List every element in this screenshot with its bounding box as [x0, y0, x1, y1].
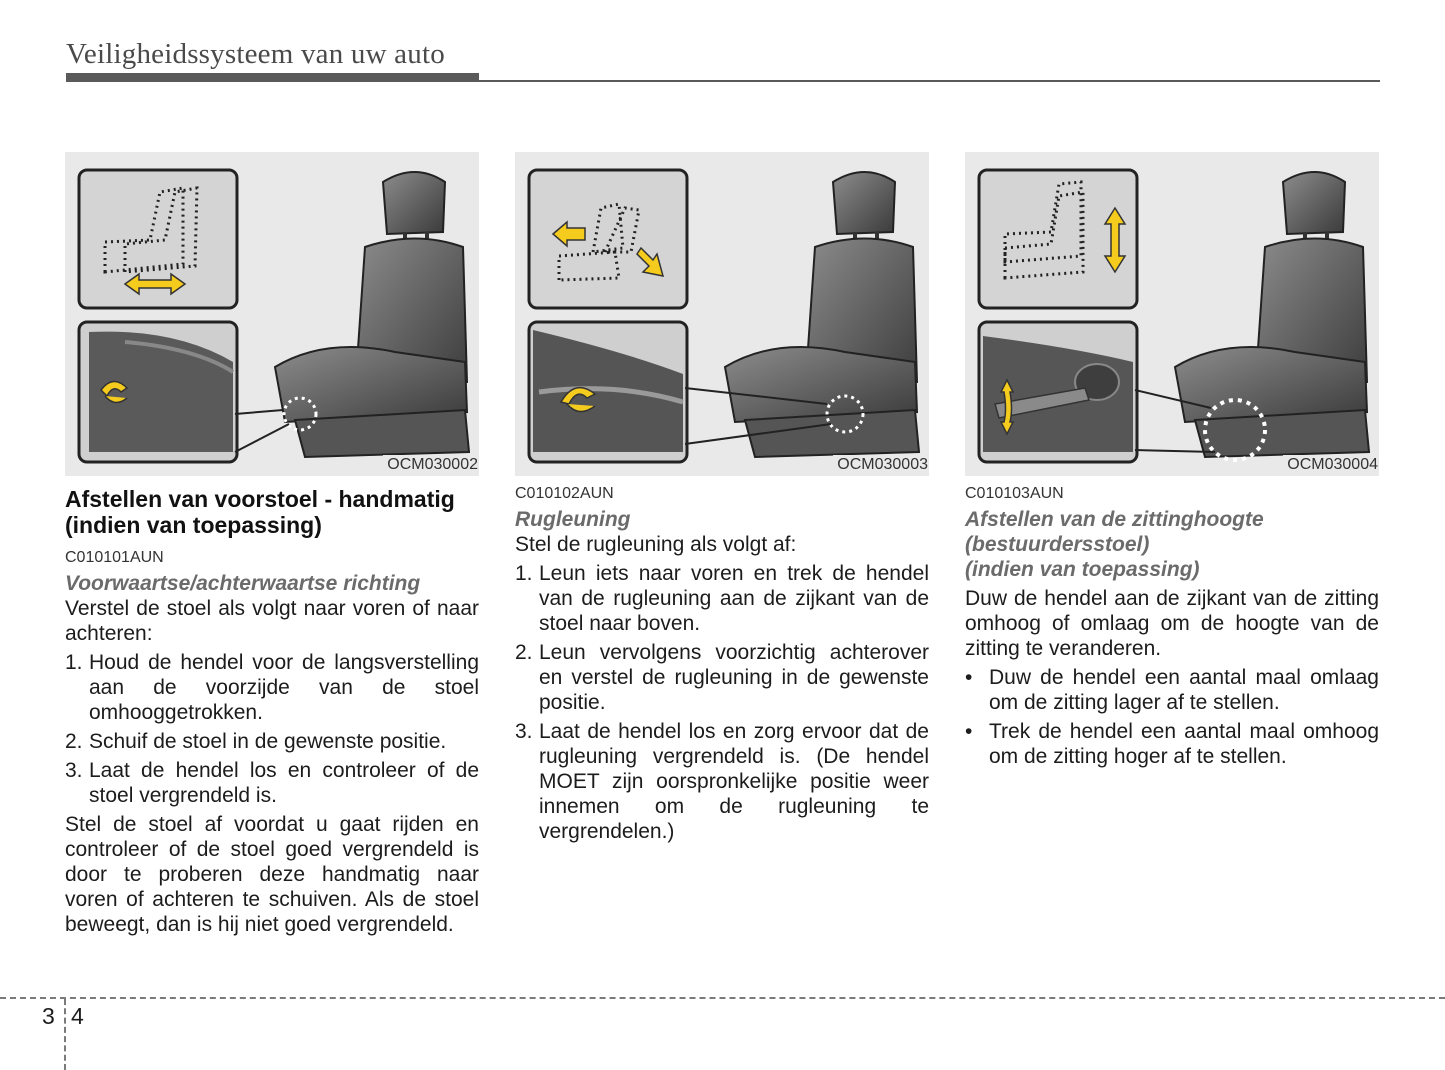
list-item: 2. Leun vervolgens voorzichtig achterover en verstel de rugleuning in de gewenste positie. — [515, 641, 929, 714]
figure-code: OCM030004 — [1283, 455, 1379, 476]
page-number-divider — [64, 999, 66, 1070]
list-item: 3. Laat de hendel los en controleer of de stoel vergrendeld is. — [65, 759, 479, 807]
section-title: Afstellen van voorstoel - handmatig (indien van toepassing) — [65, 486, 455, 538]
column-seatback — [515, 152, 929, 848]
list-item: • Duw de hendel een aantal maal omlaag om de zitting lager af te stellen. — [965, 666, 1379, 714]
list-item: 1. Leun iets naar voren en trek de hendel van de rugleuning aan de zijkant van de stoel naar boven. — [515, 562, 929, 635]
column-seat-height — [965, 152, 1379, 773]
section-intro: Verstel de stoel als volgt naar voren of naar achteren: — [65, 597, 479, 645]
header-rule-thin — [66, 80, 1380, 82]
section-code: C010101AUN — [65, 549, 164, 566]
car-seat-icon — [725, 172, 919, 457]
section-subtitle: Voorwaartse/achterwaartse richting — [65, 572, 421, 595]
figure-code: OCM030003 — [833, 455, 929, 476]
steps-list — [515, 561, 929, 844]
section-subtitle-line-1: Afstellen van de zittinghoogte — [965, 508, 1264, 531]
car-seat-icon — [275, 172, 469, 457]
page-header-title: Veiligheidssysteem van uw auto — [66, 38, 445, 70]
section-subtitle-line-3: (indien van toepassing) — [965, 558, 1200, 581]
section-intro: Duw de hendel aan de zijkant van de zitting omhoog of omlaag om de hoogte van de zitting te veranderen. — [965, 587, 1379, 660]
section-subtitle-line-2: (bestuurdersstoel) — [965, 533, 1150, 556]
bullet-list — [965, 665, 1379, 769]
list-item: 2. Schuif de stoel in de gewenste positie. — [65, 730, 447, 753]
section-outro: Stel de stoel af voordat u gaat rijden en controleer of de stoel goed vergrendeld is door te proberen deze handmatig naar voren of achteren te schuiven. Als de stoel beweegt, dan is hij niet goed vergrendeld. — [65, 813, 479, 936]
steps-list — [65, 650, 479, 808]
column-seat-slide — [65, 152, 479, 937]
list-item: 1. Houd de hendel voor de langsverstelling aan de voorzijde van de stoel omhooggetrokken. — [65, 651, 479, 724]
list-item: 3. Laat de hendel los en zorg ervoor dat de rugleuning vergrendeld is. (De hendel MOET zijn oorspronkelijke positie weer innemen om de rugleuning te vergrendelen.) — [515, 720, 929, 843]
figure-seat-height — [965, 152, 1379, 476]
figure-seatback — [515, 152, 929, 476]
section-code: C010103AUN — [965, 485, 1064, 502]
section-intro: Stel de rugleuning als volgt af: — [515, 533, 797, 556]
footer-dashed-rule — [0, 997, 1445, 999]
section-code: C010102AUN — [515, 485, 614, 502]
page-number: 4 — [71, 1003, 84, 1029]
chapter-number: 3 — [42, 1003, 55, 1029]
section-subtitle: Rugleuning — [515, 508, 631, 531]
figure-seat-slide — [65, 152, 479, 476]
list-item: • Trek de hendel een aantal maal omhoog om de zitting hoger af te stellen. — [965, 720, 1379, 768]
figure-code: OCM030002 — [383, 455, 479, 476]
car-seat-icon — [1175, 172, 1369, 460]
